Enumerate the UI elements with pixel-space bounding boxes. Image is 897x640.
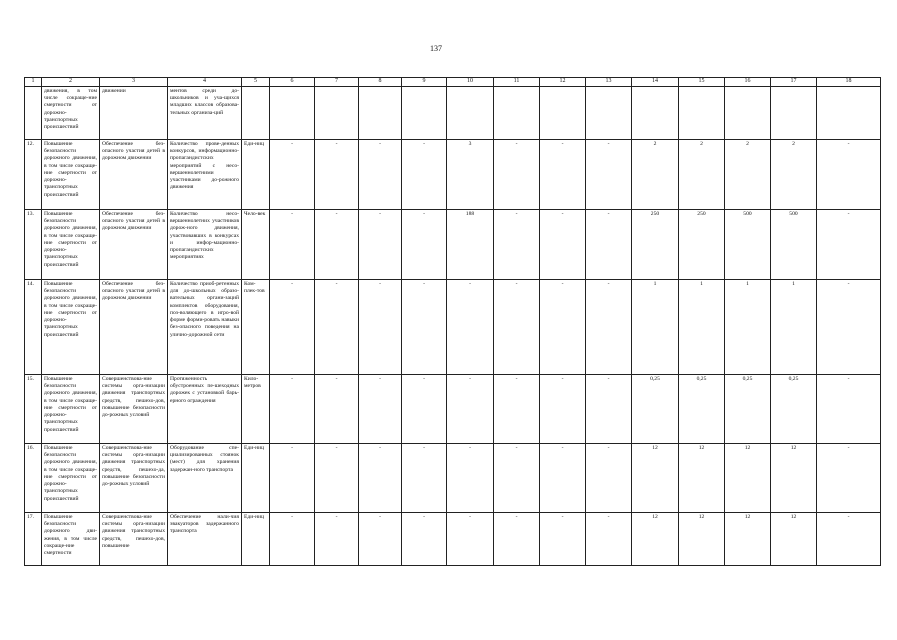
column-header: 13 — [586, 78, 632, 87]
value-cell: 12 — [725, 512, 771, 565]
indicators-table — [24, 77, 881, 566]
page-number: 137 — [430, 44, 442, 53]
column-header: 8 — [359, 78, 402, 87]
value-cell: 250 — [679, 209, 725, 279]
goal-cell: Повышение безопасности дорожного движения, в том числе сокраще-ние смертности от дорожно-транспортных происшествий — [42, 139, 100, 209]
value-cell: - — [494, 374, 540, 443]
value-cell: 12 — [679, 443, 725, 512]
value-cell: 1 — [771, 279, 817, 374]
value-cell — [540, 86, 586, 139]
value-cell: - — [817, 443, 881, 512]
value-cell: - — [270, 374, 315, 443]
value-cell: 12 — [632, 443, 679, 512]
table-row — [25, 86, 881, 139]
unit-cell: Еди-ниц — [242, 512, 270, 565]
value-cell: - — [359, 443, 402, 512]
column-number-row — [25, 78, 881, 87]
table-row — [25, 443, 881, 512]
value-cell: 500 — [771, 209, 817, 279]
row-number-cell: 14. — [25, 279, 42, 374]
column-header: 9 — [402, 78, 447, 87]
column-header: 14 — [632, 78, 679, 87]
value-cell: - — [402, 374, 447, 443]
value-cell: - — [817, 139, 881, 209]
value-cell: - — [447, 279, 494, 374]
column-header: 16 — [725, 78, 771, 87]
value-cell: 12 — [632, 512, 679, 565]
value-cell: - — [586, 209, 632, 279]
row-number-cell: 13. — [25, 209, 42, 279]
value-cell: 188 — [447, 209, 494, 279]
value-cell: - — [359, 139, 402, 209]
unit-cell — [242, 86, 270, 139]
column-header: 3 — [100, 78, 168, 87]
task-cell: Совершенствова-ние системы орга-низации движения транспортных средств, пешехо-дов, повышение — [100, 512, 168, 565]
value-cell — [359, 86, 402, 139]
value-cell: - — [359, 209, 402, 279]
value-cell: - — [586, 374, 632, 443]
task-cell: движении — [100, 86, 168, 139]
indicator-cell: Обеспечение нали-чия эвакуаторов задержанного транспорта — [168, 512, 242, 565]
table-row — [25, 209, 881, 279]
value-cell: - — [817, 209, 881, 279]
value-cell: - — [270, 279, 315, 374]
column-header: 5 — [242, 78, 270, 87]
value-cell: - — [315, 374, 359, 443]
value-cell: - — [540, 374, 586, 443]
value-cell: - — [817, 512, 881, 565]
goal-cell: Повышение безопасности дорожного движения, в том числе сокраще-ние смертности от дорожно-транспортных происшествий — [42, 279, 100, 374]
column-header: 10 — [447, 78, 494, 87]
task-cell: Обеспечение без-опасного участия детей в дорожном движении — [100, 279, 168, 374]
value-cell: - — [586, 443, 632, 512]
value-cell: - — [359, 374, 402, 443]
value-cell: 2 — [771, 139, 817, 209]
value-cell: 250 — [632, 209, 679, 279]
value-cell: 1 — [725, 279, 771, 374]
value-cell: 2 — [725, 139, 771, 209]
row-number-cell — [25, 86, 42, 139]
row-number-cell: 16. — [25, 443, 42, 512]
value-cell: - — [540, 139, 586, 209]
value-cell: - — [494, 139, 540, 209]
table-row — [25, 279, 881, 374]
value-cell: 0,25 — [771, 374, 817, 443]
value-cell: - — [817, 374, 881, 443]
value-cell — [771, 86, 817, 139]
value-cell — [586, 86, 632, 139]
value-cell — [817, 86, 881, 139]
column-header: 12 — [540, 78, 586, 87]
value-cell — [447, 86, 494, 139]
goal-cell: движения, в том числе сокраще-ние смертности от дорожно-транспортных происшествий — [42, 86, 100, 139]
column-header: 7 — [315, 78, 359, 87]
table-row — [25, 512, 881, 565]
indicator-cell: Оборудование спе-циализированных стоянок (мест) для хранения задержан-ного транспорта — [168, 443, 242, 512]
column-header: 18 — [817, 78, 881, 87]
indicator-cell: Количество приоб-ретенных для до-школьных образо-вательных органи-заций комплектов оборудования, поз-воляющего в игро-вой форме форми-ровать навыки без-опасного поведения на улично-дорожной сети — [168, 279, 242, 374]
value-cell: - — [447, 512, 494, 565]
value-cell: - — [494, 209, 540, 279]
row-number-cell: 17. — [25, 512, 42, 565]
value-cell: - — [402, 139, 447, 209]
column-header: 15 — [679, 78, 725, 87]
value-cell — [315, 86, 359, 139]
value-cell — [494, 86, 540, 139]
value-cell: - — [540, 279, 586, 374]
value-cell: 0,25 — [679, 374, 725, 443]
value-cell: - — [402, 279, 447, 374]
value-cell: - — [817, 279, 881, 374]
value-cell: 1 — [679, 279, 725, 374]
value-cell: - — [540, 209, 586, 279]
value-cell: 2 — [679, 139, 725, 209]
value-cell: 0,25 — [725, 374, 771, 443]
value-cell — [679, 86, 725, 139]
value-cell — [725, 86, 771, 139]
table-row — [25, 139, 881, 209]
column-header: 17 — [771, 78, 817, 87]
goal-cell: Повышение безопасности дорожного дви-жения, в том числе сокраще-ние смертности — [42, 512, 100, 565]
value-cell: - — [447, 374, 494, 443]
value-cell: - — [494, 279, 540, 374]
column-header: 1 — [25, 78, 42, 87]
value-cell: - — [270, 139, 315, 209]
value-cell: - — [270, 209, 315, 279]
value-cell — [402, 86, 447, 139]
value-cell: - — [359, 279, 402, 374]
unit-cell: Еди-ниц — [242, 139, 270, 209]
value-cell: - — [315, 209, 359, 279]
value-cell: 2 — [632, 139, 679, 209]
indicator-cell: ментов среди до-школьников и уча-щихся младших классов образова-тельных организа-ций — [168, 86, 242, 139]
goal-cell: Повышение безопасности дорожного движения, в том числе сокраще-ние смертности от дорожно-транспортных происшествий — [42, 374, 100, 443]
task-cell: Обеспечение без-опасного участия детей в дорожном движении — [100, 139, 168, 209]
table-row — [25, 374, 881, 443]
value-cell: 12 — [725, 443, 771, 512]
value-cell: - — [540, 512, 586, 565]
value-cell — [632, 86, 679, 139]
value-cell: - — [586, 139, 632, 209]
column-header: 4 — [168, 78, 242, 87]
unit-cell: Ком-плек-тов — [242, 279, 270, 374]
column-header: 6 — [270, 78, 315, 87]
value-cell: 3 — [447, 139, 494, 209]
value-cell: 500 — [725, 209, 771, 279]
value-cell: 12 — [771, 512, 817, 565]
value-cell: - — [402, 512, 447, 565]
value-cell: 1 — [632, 279, 679, 374]
value-cell: - — [540, 443, 586, 512]
task-cell: Обеспечение без-опасного участия детей в дорожном движении — [100, 209, 168, 279]
value-cell: - — [586, 279, 632, 374]
task-cell: Совершенствова-ние системы орга-низации движения транспортных средств, пешехо-дов, повышение безопасности до-рожных условий — [100, 374, 168, 443]
value-cell: 12 — [679, 512, 725, 565]
value-cell: - — [402, 443, 447, 512]
value-cell: - — [494, 512, 540, 565]
column-header: 2 — [42, 78, 100, 87]
value-cell: - — [315, 512, 359, 565]
value-cell — [270, 86, 315, 139]
value-cell: - — [315, 139, 359, 209]
value-cell: - — [359, 512, 402, 565]
value-cell: - — [315, 443, 359, 512]
value-cell: - — [270, 443, 315, 512]
value-cell: - — [315, 279, 359, 374]
indicator-cell: Протяженность обустроенных пе-шеходных дорожек с установкой барь-ерного ограждения — [168, 374, 242, 443]
value-cell: 0,25 — [632, 374, 679, 443]
goal-cell: Повышение безопасности дорожного движения, в том числе сокраще-ние смертности от дорожно-транспортных происшествий — [42, 443, 100, 512]
value-cell: - — [494, 443, 540, 512]
goal-cell: Повышение безопасности дорожного движения, в том числе сокраще-ние смертности от дорожно-транспортных происшествий — [42, 209, 100, 279]
row-number-cell: 15. — [25, 374, 42, 443]
indicator-cell: Количество прове-денных конкурсов, информационно-пропагандистских мероприятий с несо-вершеннолетними участниками до-рожного движения — [168, 139, 242, 209]
indicator-cell: Количество несо-вершеннолетних участников дорож-ного движения, участвовавших в конкурсах и инфор-мационно-пропагандистских мероприятиях — [168, 209, 242, 279]
value-cell: - — [447, 443, 494, 512]
unit-cell: Еди-ниц — [242, 443, 270, 512]
column-header: 11 — [494, 78, 540, 87]
value-cell: - — [402, 209, 447, 279]
unit-cell: Чело-век — [242, 209, 270, 279]
task-cell: Совершенствова-ние системы орга-низации движения транспортных средств, пешехо-да, повышение безопасности до-рожных условий — [100, 443, 168, 512]
value-cell: 12 — [771, 443, 817, 512]
unit-cell: Кило-метров — [242, 374, 270, 443]
row-number-cell: 12. — [25, 139, 42, 209]
value-cell: - — [586, 512, 632, 565]
value-cell: - — [270, 512, 315, 565]
